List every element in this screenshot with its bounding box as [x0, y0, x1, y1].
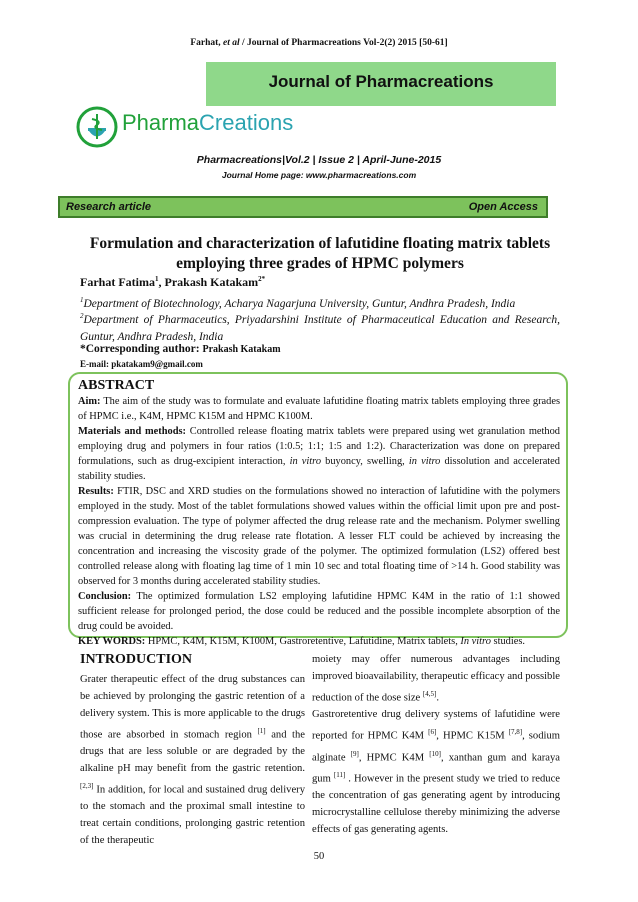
journal-title: Journal of Pharmacreations	[268, 72, 494, 91]
abstract-methods: Materials and methods: Controlled release floating matrix tablets were prepared using wet granulation method employing drug and polymers in four ratios (1:0.5; 1:1; 1:5 and 1:2). Characterization was done on prepared formulations, such as drug-excipient interaction, in vitro buyoncy, swelling, in vitro dissolution and accelerated stability studies.	[78, 426, 560, 482]
open-access-label: Open Access	[468, 201, 538, 213]
author-list: Farhat Fatima$^1$, Prakash Katakam$^{2*}$	[80, 275, 266, 289]
author-email[interactable]: E-mail: pkatakam9@gmail.com	[80, 359, 203, 369]
article-title: Formulation and characterization of lafutidine floating matrix tablets employing three grades of HPMC polymers	[89, 235, 551, 272]
abstract-conclusion: Conclusion: The optimized formulation LS2 employing lafutidine HPMC K4M in the ratio of 1:1 showed sufficient release for prolonged period, the dose could be reduced and the possible incomplete absorption of the drug could be avoided.	[78, 591, 560, 632]
intro-column-left: Grater therapeutic effect of the drug substances can be achieved by prolonging the gastric retention of a delivery system. This is more applicable to the drugs those are absorbed in stomach region [1] and the drugs that are less soluble or are degraded by the alkaline pH may benefit from the gastric retention. [2,3] In addition, for local and sustained drug delivery to the stomach and the proximal small intestine to treat certain conditions, prolonging gastric retention of the therapeutic	[80, 674, 305, 847]
affiliation-2: $^2$Department of Pharmaceutics, Priyadarshini Institute of Pharmaceutical Education and Research, Guntur, Andhra Pradesh, India	[80, 312, 560, 343]
abstract-results: Results: FTIR, DSC and XRD studies on the formulations showed no interaction of lafutidine with the polymers employed in the study. Most of the tablet formulations showed values within the official limit upon pre and post- compression evaluation. The type of polymer affected the drug release rate and the mechanism. Polymer swelling was crucial in determining the drug release rate flotation. A lesser FLT could be achieved by increasing the concentration and increasing the viscosity grade of the polymer. The optimized formulation (LS2) offered best controlled release along with floating lag time of 1 min 10 sec and total floating time of >14 h. Good stability was observed for 3 months during accelerated stability studies.	[78, 486, 560, 587]
article-type-bar	[58, 196, 548, 218]
page-number: 50	[313, 851, 325, 862]
corresponding-author: *Corresponding author: Prakash Katakam	[80, 343, 281, 355]
intro-column-right: moiety may offer numerous advantages including improved bioavailability, therapeutic efficacy and possible reduction of the dose size [4,5]. Gastroretentive drug delivery systems of lafutidine were reported for HPMC K4M [6], HPMC K15M [7,8], sodium alginate [9], HPMC K4M [10], xanthan gum and karaya gum [11] . However in the present study we tried to reduce the concentration of gas generating agent by introducing microcrystalline cellulose thereby minimizing the adverse effects of gas generating agents.	[312, 654, 561, 836]
abstract-heading: ABSTRACT	[78, 378, 155, 393]
journal-homepage: Journal Home page: www.pharmacreations.com	[221, 170, 417, 180]
intro-heading: INTRODUCTION	[80, 652, 193, 667]
abstract-keywords: KEY WORDS: HPMC, K4M, K15M, K100M, Gastroretentive, Lafutidine, Matrix tablets, In vitro studies.	[78, 636, 525, 647]
publisher-logo: PharmaCreations	[122, 110, 294, 135]
abstract	[78, 378, 560, 649]
affiliation-1: $^1$Department of Biotechnology, Acharya Nagarjuna University, Guntur, Andhra Pradesh, India	[80, 296, 516, 310]
issue-line: Pharmacreations|Vol.2 | Issue 2 | April-June-2015	[196, 154, 442, 166]
abstract-aim: Aim: The aim of the study was to formulate and evaluate lafutidine floating matrix tablets employing three grades of HPMC i.e., K4M, HPMC K15M and HPMC K100M.	[78, 396, 560, 422]
running-head: Farhat, et al / Journal of Pharmacreations Vol-2(2) 2015 [50-61]	[190, 38, 448, 48]
article-type: Research article	[66, 201, 151, 213]
caduceus-icon	[76, 106, 118, 148]
